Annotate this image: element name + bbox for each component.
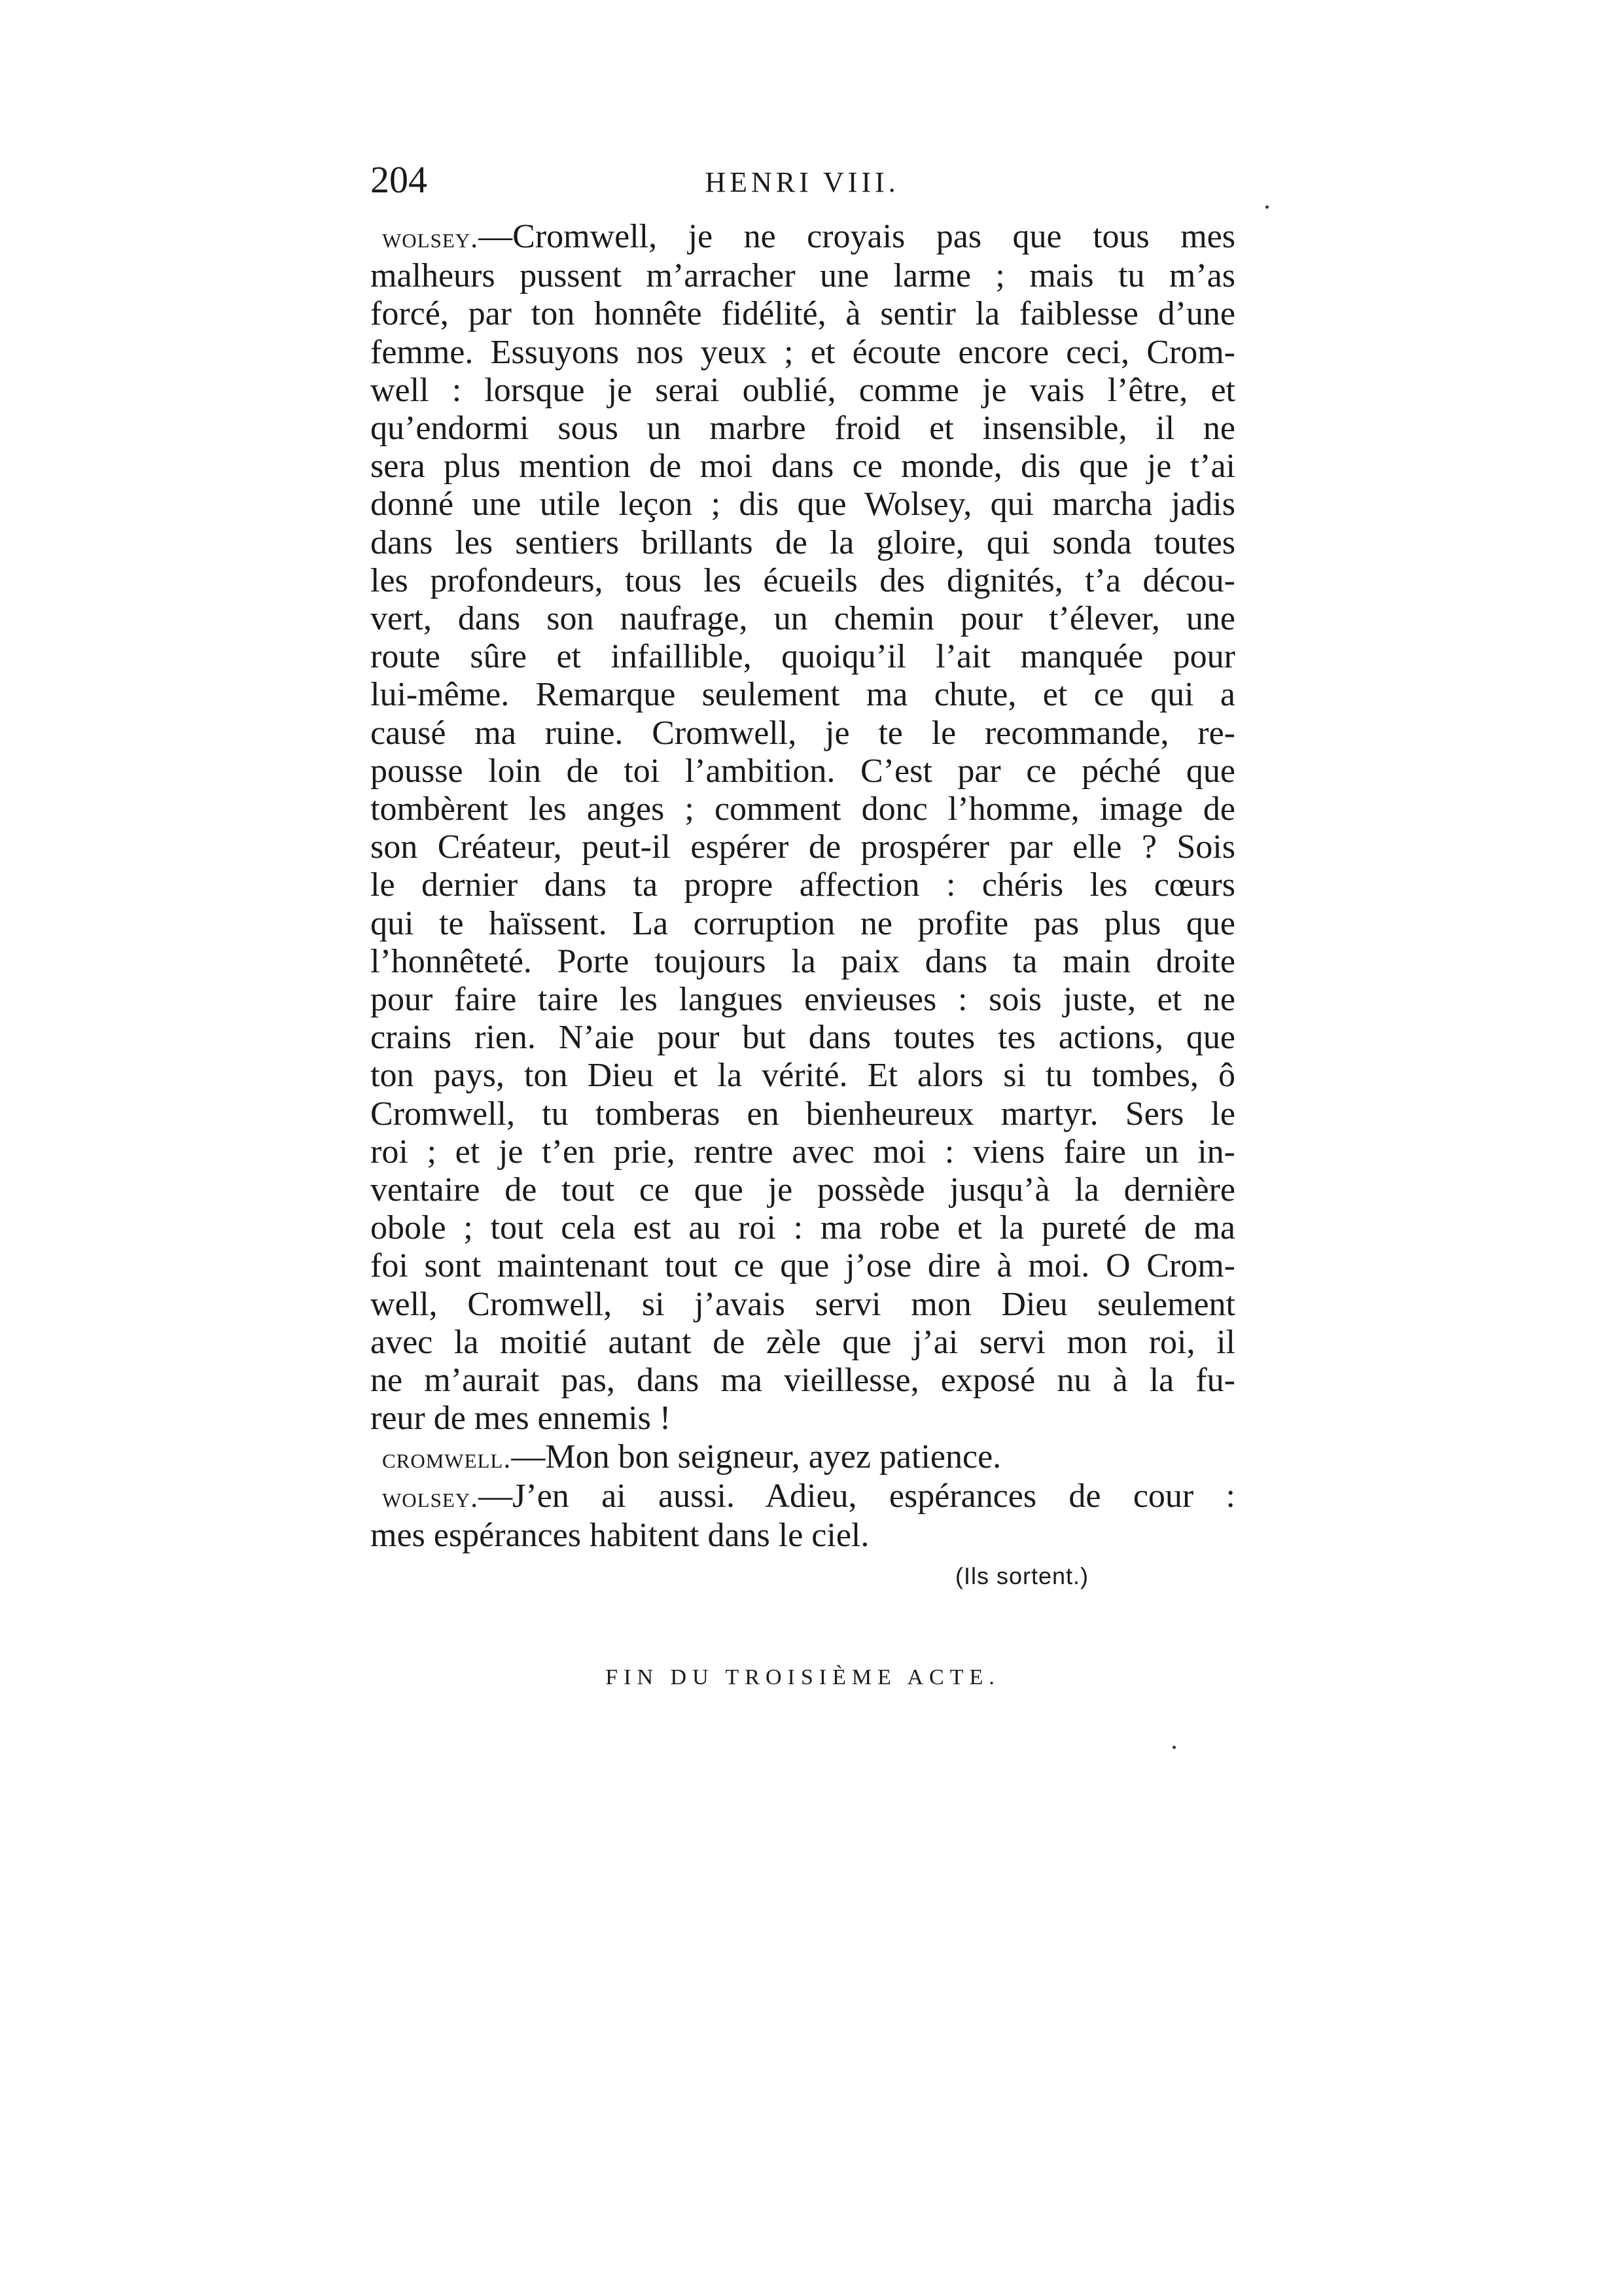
dialogue-text: [370, 218, 1235, 1555]
text-line: [370, 828, 1235, 866]
text-line: [370, 866, 1235, 904]
text-line: [370, 715, 1235, 752]
speech-paragraph: [370, 1477, 1235, 1555]
text-line: [370, 981, 1235, 1019]
line-text: qu’endormi sous un marbre froid et insensible, il ne: [370, 410, 1235, 448]
text-line: [370, 1400, 1235, 1438]
text-line: [370, 334, 1235, 372]
text-line: [370, 257, 1235, 295]
text-line: [370, 1171, 1235, 1209]
line-text: forcé, par ton honnête fidélité, à sentir la faiblesse d’une: [370, 295, 1235, 333]
line-text: tombèrent les anges ; comment donc l’homme, image de: [370, 790, 1235, 828]
line-text: l’honnêteté. Porte toujours la paix dans ta main droite: [370, 942, 1235, 980]
text-line: [370, 1477, 1235, 1517]
line-text: route sûre et infaillible, quoiqu’il l’ait manquée pour: [370, 638, 1235, 676]
text-line: [370, 790, 1235, 828]
speaker-name: wolsey.: [382, 1481, 479, 1513]
line-text: ne m’aurait pas, dans ma vieillesse, exposé nu à la fu-: [370, 1362, 1235, 1400]
page-speck: [1265, 205, 1269, 209]
running-head: [370, 157, 1234, 203]
line-text: son Créateur, peut-il espérer de prospérer par elle ? Sois: [370, 828, 1235, 866]
line-text: causé ma ruine. Cromwell, je te le recommande, re-: [370, 714, 1235, 752]
text-line: [370, 1247, 1235, 1285]
line-text: sera plus mention de moi dans ce monde, dis que je t’ai: [370, 448, 1235, 486]
page-number: 204: [370, 158, 427, 201]
text-line: [370, 1517, 1235, 1555]
text-line: [370, 1133, 1235, 1171]
line-text: roi ; et je t’en prie, rentre avec moi : viens faire un in-: [370, 1133, 1235, 1171]
act-end-heading: FIN DU TROISIÈME ACTE.: [605, 1665, 1000, 1689]
speech-paragraph: [370, 218, 1235, 1438]
running-title: HENRI VIII.: [705, 166, 900, 198]
line-text: well : lorsque je serai oublié, comme je vais l’être, et: [370, 371, 1235, 409]
line-text: lui-même. Remarque seulement ma chute, et ce qui a: [370, 676, 1235, 714]
text-line: [370, 218, 1235, 257]
line-text: crains rien. N’aie pour but dans toutes tes actions, que: [370, 1019, 1235, 1057]
text-line: [370, 1286, 1235, 1324]
line-text: obole ; tout cela est au roi : ma robe et la pureté de ma: [370, 1209, 1235, 1247]
speaker-name: cromwell.: [382, 1441, 512, 1474]
line-text: well, Cromwell, si j’avais servi mon Dieu seulement: [370, 1285, 1235, 1323]
line-text: pour faire taire les langues envieuses : sois juste, et ne: [370, 981, 1235, 1019]
speaker-name: wolsey.: [382, 222, 479, 254]
line-text: ton pays, ton Dieu et la vérité. Et alors si tu tombes, ô: [370, 1057, 1235, 1095]
line-text: —Cromwell, je ne croyais pas que tous mes: [478, 218, 1235, 255]
text-line: [370, 562, 1235, 600]
stage-direction: (Ils sortent.): [955, 1563, 1089, 1589]
text-line: [370, 1362, 1235, 1400]
text-line: [370, 1057, 1235, 1095]
text-line: [370, 676, 1235, 714]
text-line: [370, 943, 1235, 981]
text-line: [370, 1019, 1235, 1057]
text-line: [370, 372, 1235, 410]
line-text: foi sont maintenant tout ce que j’ose dire à moi. O Crom-: [370, 1247, 1235, 1285]
line-text: dans les sentiers brillants de la gloire, qui sonda toutes: [370, 523, 1235, 561]
line-text: mes espérances habitent dans le ciel.: [370, 1516, 870, 1554]
line-text: reur de mes ennemis !: [370, 1400, 671, 1438]
speech-paragraph: [370, 1438, 1235, 1477]
text-line: [370, 448, 1235, 486]
text-line: [370, 1209, 1235, 1247]
text-line: [370, 1438, 1235, 1477]
line-text: —J’en ai aussi. Adieu, espérances de cour :: [478, 1477, 1235, 1515]
line-text: Cromwell, tu tomberas en bienheureux martyr. Sers le: [370, 1095, 1235, 1133]
text-line: [370, 905, 1235, 943]
line-text: femme. Essuyons nos yeux ; et écoute encore ceci, Crom-: [370, 333, 1235, 371]
text-line: [370, 524, 1235, 562]
line-text: pousse loin de toi l’ambition. C’est par ce péché que: [370, 752, 1235, 790]
text-line: [370, 1324, 1235, 1362]
line-text: les profondeurs, tous les écueils des dignités, t’a décou-: [370, 561, 1235, 599]
text-line: [370, 295, 1235, 333]
line-text: avec la moitié autant de zèle que j’ai servi mon roi, il: [370, 1323, 1235, 1361]
line-text: ventaire de tout ce que je possède jusqu’à la dernière: [370, 1171, 1235, 1209]
line-text: malheurs pussent m’arracher une larme ; mais tu m’as: [370, 257, 1235, 295]
line-text: qui te haïssent. La corruption ne profite pas plus que: [370, 904, 1235, 942]
line-text: donné une utile leçon ; dis que Wolsey, qui marcha jadis: [370, 486, 1235, 523]
line-text: vert, dans son naufrage, un chemin pour t’élever, une: [370, 600, 1235, 638]
page-speck: [1173, 1746, 1176, 1749]
text-line: [370, 600, 1235, 638]
text-line: [370, 486, 1235, 523]
text-line: [370, 410, 1235, 448]
text-line: [370, 1095, 1235, 1133]
line-text: le dernier dans ta propre affection : chéris les cœurs: [370, 866, 1235, 904]
line-text: —Mon bon seigneur, ayez patience.: [511, 1438, 1002, 1475]
text-line: [370, 638, 1235, 676]
text-line: [370, 752, 1235, 790]
